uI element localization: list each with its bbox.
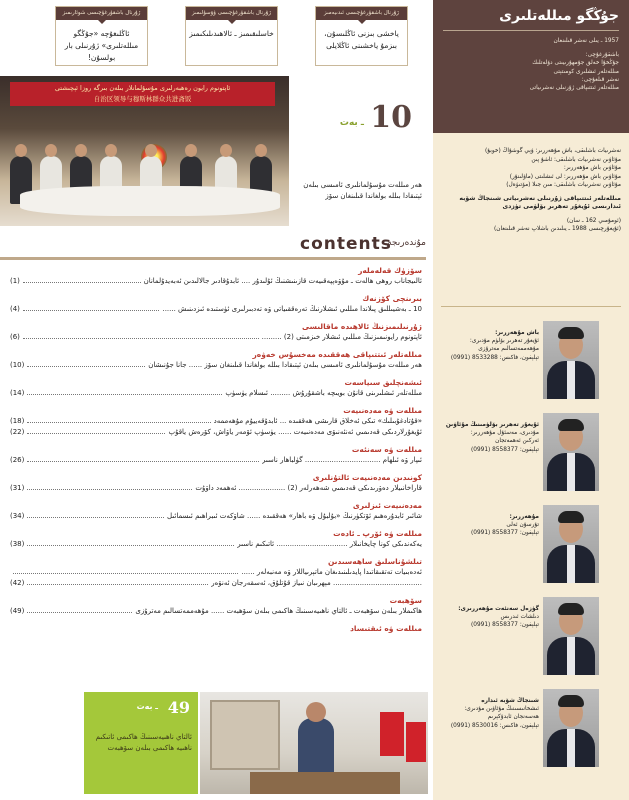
- toc-leader-dots: [27, 428, 165, 434]
- staff-name: دىلشات ئىدرىس: [500, 614, 539, 621]
- teaser-caption: ژۇرنال باشقۇرغۇچىسى ۋۆسۇلىمىز: [186, 7, 277, 20]
- toc-section: [10, 266, 422, 287]
- banquet-table: [20, 186, 280, 216]
- toc-leader-dots: [27, 540, 234, 546]
- toc-entry-title: ھەر مىللەت مۇسۇلمانلىرى ئامىسى بىلەن ئېتىقادا بىللە بولغاندا قىلىنغان سۆز ...... جانا جۇنىشان: [148, 361, 422, 369]
- toc-entry-title: ئۇيغۇرلاردىكى قەدىمىي ئەنئەنىۋى مەدەنىيەت ...... يۈسۈپ ئۆمەر ياۋاش، كۆرەش ياقۇپ: [168, 428, 422, 436]
- publisher-line: باشقۇرغۇچى:: [585, 52, 619, 59]
- toc-section-heading: تىلشۇناسلىق ساھەسىدىن: [327, 557, 422, 566]
- compiler-line: مىللەتلەر ئىتتىپاقى ژۇرنىلى نەشرىياتى شىنجاڭ شۆبە: [459, 194, 621, 202]
- toc-leader-dots: [27, 389, 222, 395]
- toc-entry-title: ئالىيجاناب روھى ھالەت ـ مۇۋەپپەقىيەت قازىنىشنىڭ ئۇلىدۇر .... ئابدۇقادىر جالالىدىن ئەبەيدۇلمانان: [143, 277, 422, 285]
- toc-page-number: (18): [10, 417, 25, 425]
- toc-leader-dots: [23, 305, 160, 311]
- red-flag: [380, 712, 404, 756]
- bookshelf: [210, 700, 280, 770]
- toc-entry[interactable]: [10, 606, 422, 617]
- toc-section: [10, 322, 422, 343]
- toc-leader-dots: [27, 607, 132, 613]
- feature-page-number: 10: [370, 100, 412, 135]
- interview-photo: [200, 692, 428, 794]
- staff-phone: تېلېفون: 8558377 (0991): [471, 446, 539, 453]
- teaser-box-slogan: [55, 6, 148, 66]
- toc-page-number: (34): [10, 512, 25, 520]
- teaser-text: ياخشى بىزنى ئاڭلىسۇن، بىزمۇ ياخشىنى ئاڭلايلى: [324, 29, 399, 50]
- staff-role: گۈزەل سەنئەت مۇھەررىرى:: [458, 606, 539, 612]
- staff-text: [439, 697, 539, 730]
- compiler-line: ئىدارىسى ئۇيغۇر تەھرىر بۆلۈمى تۈزدى: [502, 203, 621, 210]
- banner-text-uyghur: ئاپتونوم رايون رەھبەرلىرى مۇسۇلمانلار بىلەن بىرگە روزا ئېچىشتى: [54, 84, 231, 92]
- staff-phone: تېلېفون: 8558377 (0991): [471, 530, 539, 537]
- cover-photo-banquet: [0, 76, 289, 226]
- staff-card-chief-editor: [439, 321, 623, 409]
- contents-title-english: contents: [300, 234, 392, 254]
- toc-entry[interactable]: [10, 455, 422, 466]
- toc-section: [10, 624, 422, 634]
- staff-name: ئىشخانىسىنىڭ مۇئاۋىن مۇدىرى:: [464, 706, 539, 713]
- teaser-box-method: [185, 6, 278, 66]
- toc-page-number: (38): [10, 540, 25, 548]
- magazine-name: جۇڭگو مىللەتلىرى: [499, 8, 619, 24]
- masthead-divider: [443, 30, 619, 31]
- toc-entry[interactable]: [10, 511, 422, 522]
- toc-entry[interactable]: [10, 304, 422, 315]
- teaser-caption: ژۇرنال باشقۇرغۇچىسى شوئارىمىز: [56, 7, 147, 20]
- staff-card-editor: [439, 505, 623, 593]
- toc-page-number: (49): [10, 607, 25, 615]
- staff-extra: ئەركىن ئەھمەتجان: [495, 438, 539, 445]
- toc-section-heading: ژۇرنىلىمىزنىڭ ئالاھىدە ماقالىسى: [302, 322, 422, 331]
- toc-entry[interactable]: [10, 276, 422, 287]
- staff-card-office-director: [439, 689, 623, 777]
- toc-page-number: (42): [10, 579, 25, 587]
- contents-title-uyghur: مۇندەرىجە: [387, 238, 426, 248]
- toc-entry-title: قاراخانىيلار دەۋرىدىكى قەدىمىي شەھەرلەر (2) ..................... ئەھمەد داۋۇت: [195, 484, 422, 492]
- staff-name: مۇدىرى، مەسئۇل مۇھەررىر:: [470, 430, 539, 437]
- toc-entry[interactable]: [10, 416, 422, 427]
- toc-entry[interactable]: [10, 567, 422, 578]
- founded-line: 1957 ـ يىلى نەشر قىلىنغان: [553, 38, 619, 44]
- toc-page-number: (10): [10, 361, 25, 369]
- editorial-info-column: [433, 133, 629, 800]
- toc-section-heading: مەدەنىيەت ئىزلىرى: [352, 501, 422, 510]
- toc-entry-title: «قۇتادغۇبىلىك» تىكى ئەخلاق قارىشى ھەققىدە ... ئابدۇقەييۇم مۇھەممەد: [213, 417, 422, 425]
- staff-portrait: [543, 689, 599, 767]
- toc-entry[interactable]: [10, 360, 422, 371]
- toc-section-heading: مىللەت ۋە ئىقتىساد: [350, 624, 422, 633]
- staff-text: [439, 421, 539, 454]
- staff-extra: ھەسەنجان ئابدۇكېرىم: [487, 714, 539, 721]
- publisher-line: مىللەتلەر ئىتتىپاقى ژۇرنىلى نەشرىياتى: [529, 85, 619, 92]
- toc-section: [10, 473, 422, 494]
- toc-leader-dots: [27, 484, 192, 490]
- toc-section-heading: كونىدىن مەدەنىيەت ئالتۇنلىرى: [312, 473, 422, 482]
- toc-entry[interactable]: [10, 388, 422, 399]
- staff-role: باش مۇھەررىر:: [495, 330, 539, 336]
- toc-section: [10, 557, 422, 589]
- credit-line: مۇئاۋىن باش مۇھەررىر: لى ئىشلىتى (ماۋلىنۇر): [509, 173, 621, 180]
- teaser-arrow: [98, 20, 106, 24]
- staff-text: [439, 605, 539, 630]
- teaser-box-idea: [315, 6, 408, 66]
- toc-section: [10, 529, 422, 550]
- toc-entry-title: ئىپار ۋە ئىلھام .................................. گۈلباھار ناسىر: [261, 456, 422, 464]
- teaser-caption: ژۇرنال باشقۇرغۇچىسى ئىدىيەمىز: [316, 7, 407, 20]
- toc-section-heading: سۆزۈك قەلەملەر: [358, 266, 422, 275]
- feature-page-word: ـ بەت: [136, 702, 158, 711]
- photo-banner: [10, 82, 275, 106]
- toc-section: [10, 378, 422, 399]
- staff-extra: مۇھەممەتسالىم مەترۇزى: [478, 346, 539, 353]
- toc-entry-title: شائىر ئابدۇرەھىم ئۆتكۈرنىڭ «بۇلبۇل ۋە باھار» ھەققىدە ...... شاۋكەت ئىبراھىم ئىسمائىل: [167, 512, 422, 520]
- toc-page-number: (22): [10, 428, 25, 436]
- banner-text-chinese: 自治区领导与穆斯林群众共进斋饭: [93, 95, 192, 103]
- toc-leader-dots: [13, 568, 238, 574]
- toc-entry[interactable]: [10, 332, 422, 343]
- info-divider: [441, 306, 621, 307]
- toc-entry[interactable]: [10, 539, 422, 550]
- red-flag: [406, 722, 426, 762]
- feature-description: ئالتاي ناھىيەسىنىڭ ھاكىمى ئاتىكىم ناھىيە ھاكىمى بىلەن سۆھبەت: [95, 733, 192, 752]
- staff-text: [439, 329, 539, 362]
- credit-line: مۇئاۋىن نەشرىيات باشلىقى: ئاشۇ پىن: [531, 156, 621, 163]
- toc-entry-title: ........................................ مېھرىبان نىياز قۇتلۇق، ئەسقەرجان ئەنۋەر: [211, 579, 422, 587]
- teaser-text: ئاڭلىغۇچە «جۇڭگو مىللەتلىرى» ژۇرنىلى بار بولسۇن!: [64, 29, 139, 62]
- feature-page-word: ـ بەت: [339, 118, 364, 128]
- toc-entry-title: ئەدەبىيات تەتقىقاتىدا پايدىلىنىدىغان ماتېرىياللار ۋە مەنبەلەر ......: [241, 568, 422, 576]
- feature-page-49[interactable]: [84, 692, 198, 794]
- toc-leader-dots: [27, 456, 259, 462]
- credit-line: نەشرىيات باشلىقى، باش مۇھەررىر: ۋېي گوشۇاڭ (خوبۇ): [485, 148, 621, 154]
- staff-name: ئۇيغۇر تەھرىر بۆلۈم مۇدىرى:: [469, 338, 539, 345]
- toc-entry-title: يەكەندىكى كونا چايخانىلار ................................ ئاتىكىم ناسىر: [237, 540, 422, 548]
- staff-role: شىنجاڭ شۆبە ئىدارە: [481, 698, 539, 704]
- staff-role: ئۇيغۇر تەھرىر بۆلۈمىنىڭ مۇئاۋىن: [445, 422, 539, 428]
- toc-section: [10, 294, 422, 315]
- toc-section: [10, 406, 422, 438]
- toc-section-heading: ئىشەنچلىق سىياسەت: [344, 378, 422, 387]
- staff-card-deputy-director: [439, 413, 623, 501]
- staff-card-art-editor: [439, 597, 623, 685]
- toc-section-heading: مىللەتلەر ئىتتىپاقى ھەققىدە مەخسۇس خەۋەر: [252, 350, 422, 359]
- toc-section-heading: مىللەت ۋە سەنئەت: [351, 445, 422, 454]
- editorial-credits: [433, 133, 629, 234]
- credit-line: مۇئاۋىن باش مۇھەررىر:: [563, 165, 621, 171]
- credit-line: مۇئاۋىن نەشرىيات باشلىقى: مىن جىلا (مۆتىۋەل): [506, 182, 621, 188]
- publisher-line: نەشر قىلغۇچى:: [581, 76, 619, 83]
- publication-start: (ئۇيغۇرچىسى 1988 ـ يىلىدىن باشلاپ نەشر قىلىنغان): [494, 226, 621, 232]
- toc-entry-title: ئاپتونوم رايونىمىزنىڭ مىللىي ئىشلار خىزمىتى (2) .........: [261, 333, 422, 341]
- toc-leader-dots: [27, 579, 208, 585]
- toc-entry-title: 10 ـ بەشيىللىق پىلاندا مىللىي ئىشلارنىڭ تەرەققىياتى ۋە تەدبىرلىرى ئۈستىدە ئىزدىنىش ......: [162, 305, 422, 313]
- toc-page-number: (6): [10, 333, 20, 341]
- office-desk: [250, 772, 400, 794]
- toc-leader-dots: [27, 512, 164, 518]
- toc-leader-dots: [23, 333, 259, 339]
- toc-section-heading: سۆھبەت: [389, 596, 422, 605]
- toc-leader-dots: [27, 417, 210, 423]
- toc-section: [10, 350, 422, 371]
- toc-leader-dots: [23, 277, 141, 283]
- toc-section-heading: مىللەت ۋە ئۆرپ ـ ئادەت: [333, 529, 422, 538]
- toc-entry-title: مىللەتلەر ئىشلىرىنى قانۇن بويىچە باشقۇرۇش ......... ئىسلام يۈسۈپ: [225, 389, 422, 397]
- staff-phone: تېلېفون: 8558377 (0991): [471, 622, 539, 629]
- toc-entry[interactable]: [10, 483, 422, 494]
- toc-section: [10, 501, 422, 522]
- table-of-contents: [10, 266, 422, 641]
- issue-number: (ئومۇمىي 162 ـ سان): [566, 217, 621, 224]
- toc-entry-title: ھاكىملار بىلەن سۆھبەت ـ ئالتاي ناھىيەسىنىڭ ھاكىمى بىلەن سۆھبەت ...... مۇھەممەتسالىم مەترۇزى: [135, 607, 422, 615]
- publisher-line: مىللەتلەر ئىشلىرى كومىتېتى: [553, 68, 619, 75]
- toc-page-number: (26): [10, 456, 25, 464]
- staff-role: مۇھەررىر:: [509, 514, 539, 520]
- toc-section-heading: بىرىنچى كۆزنەك: [362, 294, 422, 303]
- toc-page-number: (4): [10, 305, 20, 313]
- toc-entry[interactable]: [10, 427, 422, 438]
- publisher-line: جۇڭخۇا خەلق جۇمھۇرىيىتى دۆلەتلىك: [532, 60, 619, 67]
- teaser-arrow: [358, 20, 366, 24]
- teaser-arrow: [228, 20, 236, 24]
- official-figure: [298, 718, 334, 778]
- toc-leader-dots: [27, 361, 145, 367]
- toc-entry[interactable]: [10, 578, 422, 589]
- masthead-panel: [433, 0, 629, 133]
- staff-name: تۇرسۇن ئەلى: [506, 522, 539, 529]
- feature-page-number: 49: [167, 698, 190, 717]
- staff-portrait: [543, 413, 599, 491]
- toc-section: [10, 445, 422, 466]
- staff-portrait: [543, 321, 599, 399]
- staff-portrait: [543, 597, 599, 675]
- contents-divider: [0, 257, 426, 260]
- toc-section-heading: مىللەت ۋە مەدەنىيەت: [343, 406, 422, 415]
- staff-phone: تېلېفون، فاكىس: 8533288 (0991): [450, 354, 539, 361]
- toc-page-number: (1): [10, 277, 20, 285]
- toc-page-number: (31): [10, 484, 25, 492]
- toc-page-number: (14): [10, 389, 25, 397]
- teaser-text: خاسلىقىمىز ـ ئالاھىدىلىكىمىز: [189, 29, 274, 38]
- staff-phone: تېلېفون، فاكىس: 8530016 (0991): [450, 722, 539, 729]
- feature-page-10[interactable]: [296, 92, 426, 232]
- toc-section: [10, 596, 422, 617]
- staff-portrait: [543, 505, 599, 583]
- staff-text: [439, 513, 539, 538]
- feature-description: ھەر مىللەت مۇسۇلمانلىرى ئامىسى بىلەن ئېتىقادا بىللە بولغاندا قىلىنغان سۆز: [303, 181, 422, 200]
